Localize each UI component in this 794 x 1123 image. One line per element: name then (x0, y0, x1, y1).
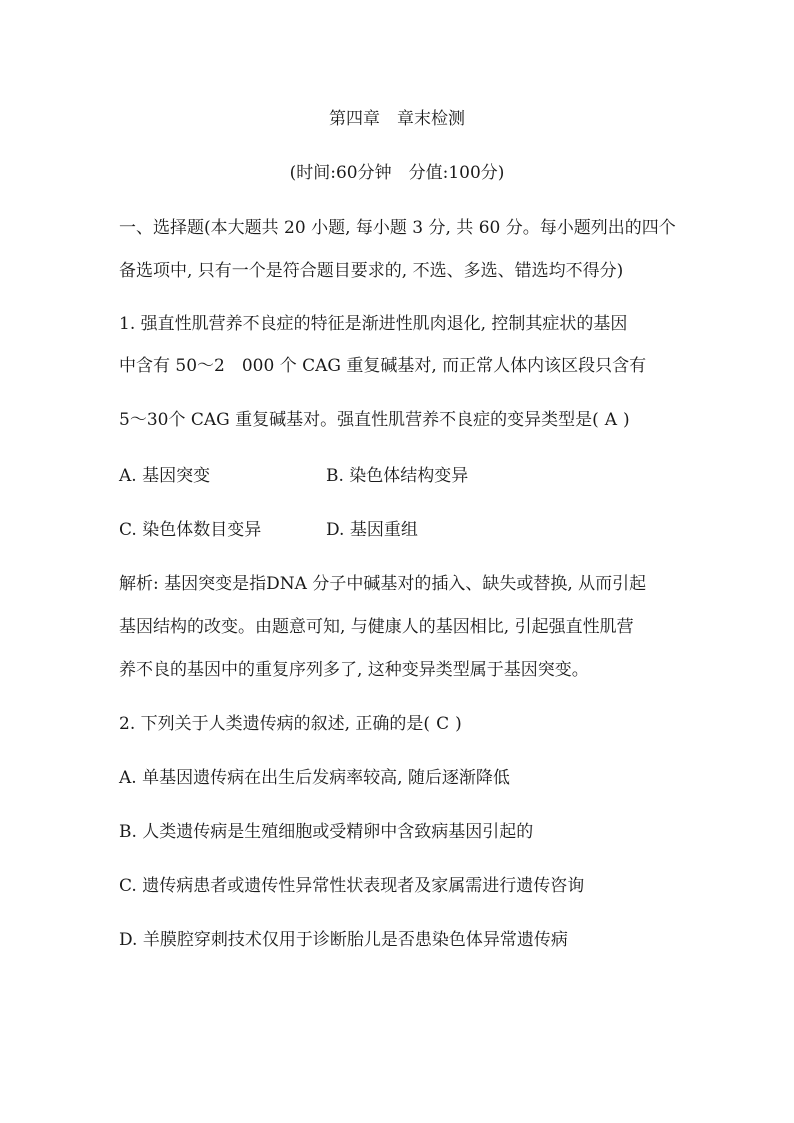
question-1-stem-line-1: 1. 强直性肌营养不良症的特征是渐进性肌肉退化, 控制其症状的基因 (119, 314, 628, 334)
page-title: 第四章 章末检测 (329, 109, 465, 129)
question-2-stem (119, 712, 462, 736)
question-1-analysis-line-3: 养不良的基因中的重复序列多了, 这种变异类型属于基因突变。 (119, 660, 589, 680)
question-1-analysis-line-1: 解析: 基因突变是指DNA 分子中碱基对的插入、缺失或替换, 从而引起 (119, 574, 647, 594)
question-1-option-a: A. 基因突变 (119, 466, 211, 486)
question-1-analysis-line-2: 基因结构的改变。由题意可知, 与健康人的基因相比, 引起强直性肌营 (119, 617, 634, 637)
question-2-stem-text: 2. 下列关于人类遗传病的叙述, 正确的是( (119, 714, 431, 734)
question-1-stem-text: 5～30个 CAG 重复碱基对。强直性肌营养不良症的变异类型是( (119, 410, 599, 430)
question-2-option-b: B. 人类遗传病是生殖细胞或受精卵中含致病基因引起的 (119, 822, 534, 842)
section-heading-line-1: 一、选择题(本大题共 20 小题, 每小题 3 分, 共 60 分。每小题列出的四个 (119, 218, 676, 238)
question-1-paren-close: ) (623, 410, 630, 430)
question-1-option-b: B. 染色体结构变异 (326, 466, 469, 486)
section-heading-line-2: 备选项中, 只有一个是符合题目要求的, 不选、多选、错选均不得分) (119, 261, 624, 281)
question-1-option-d: D. 基因重组 (326, 520, 418, 540)
question-1-answer: A (604, 410, 618, 430)
question-1-stem-line-2: 中含有 50～2 000 个 CAG 重复碱基对, 而正常人体内该区段只含有 (119, 356, 647, 376)
question-1-stem-line-3 (119, 408, 630, 432)
question-2-option-d: D. 羊膜腔穿刺技术仅用于诊断胎儿是否患染色体异常遗传病 (119, 930, 568, 950)
question-2-paren-close: ) (455, 714, 462, 734)
question-2-answer: C (436, 714, 450, 734)
question-1-option-c: C. 染色体数目变异 (119, 520, 262, 540)
exam-time-score: (时间:60分钟 分值:100分) (289, 163, 505, 183)
question-2-option-a: A. 单基因遗传病在出生后发病率较高, 随后逐渐降低 (119, 768, 510, 788)
question-2-option-c: C. 遗传病患者或遗传性异常性状表现者及家属需进行遗传咨询 (119, 876, 585, 896)
